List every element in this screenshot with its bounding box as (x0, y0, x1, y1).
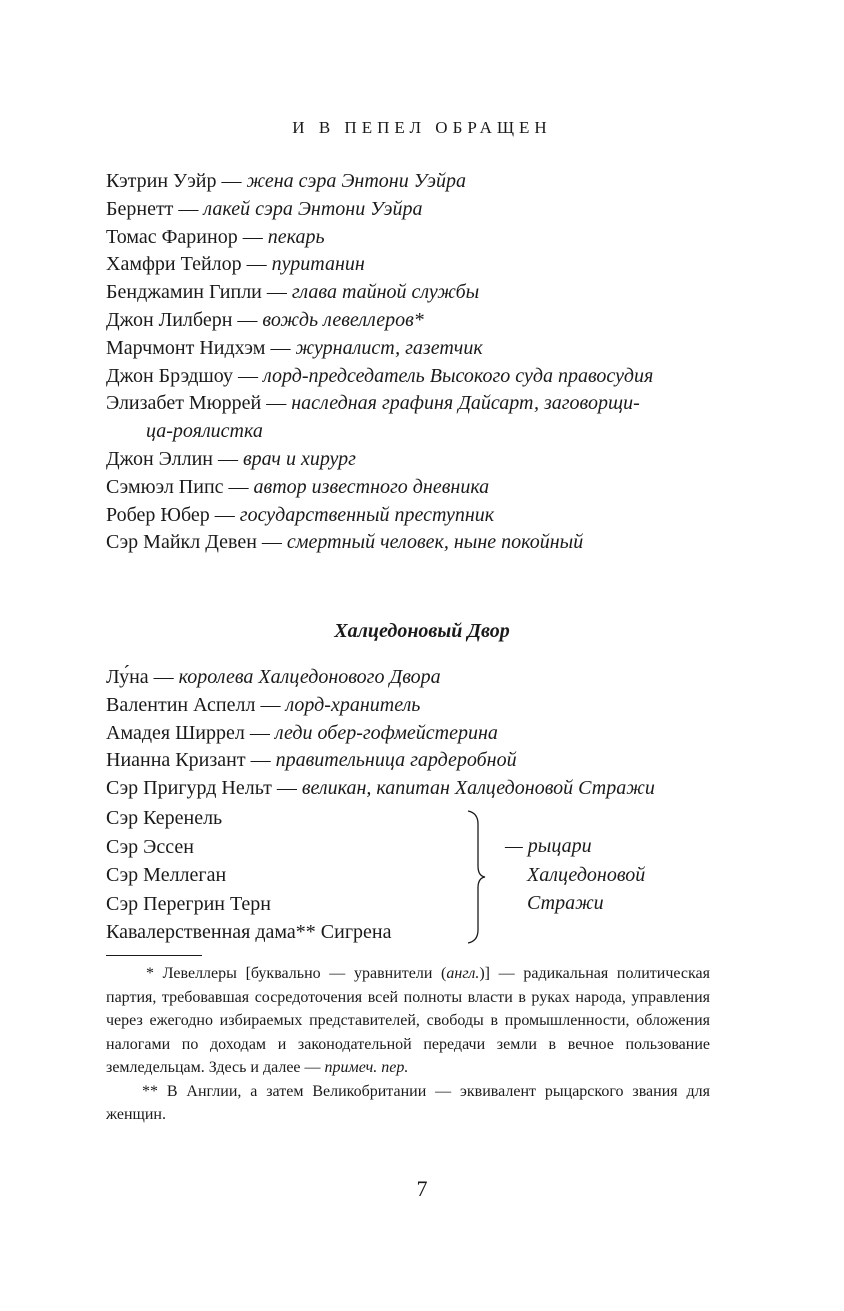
court-description: правительница гардеробной (275, 749, 517, 772)
character-list (106, 168, 726, 557)
court-name: Валентин Аспелл (106, 693, 256, 716)
character-entry: Элизабет Мюррей — наследная графиня Дайсарт, заговорщи- (106, 392, 640, 415)
character-name: Джон Лилберн (106, 308, 233, 331)
character-description: смертный человек, ныне покойный (286, 531, 584, 554)
court-description: лорд-хранитель (285, 693, 421, 716)
knight-name: Сэр Перегрин Терн (106, 892, 272, 915)
character-name: Бернетт (106, 197, 174, 220)
character-entry: Джон Брэдшоу — лорд-председатель Высокого суда правосудия (106, 364, 654, 387)
running-head: И В ПЕПЕЛ ОБРАЩЕН (292, 118, 552, 137)
character-entry: Бернетт — лакей сэра Энтони Уэйра (106, 197, 423, 220)
character-entry: Хамфри Тейлор — пуританин (106, 253, 365, 276)
character-entry: Бенджамин Гипли — глава тайной службы (106, 281, 480, 304)
character-description: наследная графиня Дайсарт, заговорщи- (291, 392, 640, 415)
character-description: лакей сэра Энтони Уэйра (203, 197, 423, 220)
character-entry: Томас Фаринор — пекарь (106, 225, 325, 248)
court-entry: Нианна Кризант — правительница гардеробной (106, 749, 517, 772)
character-entry-continuation (106, 418, 726, 446)
character-entry: Робер Юбер — государственный преступник (106, 503, 495, 526)
character-entry: Марчмонт Нидхэм — журналист, газетчик (106, 336, 483, 359)
character-description: автор известного дневника (253, 475, 490, 498)
footnote-2: ** В Англии, а затем Великобритании — эквивалент рыцарского звания для женщин. (106, 1082, 710, 1123)
character-entry: Сэмюэл Пипс — автор известного дневника (106, 475, 490, 498)
character-description: врач и хирург (242, 447, 356, 470)
character-description: государственный преступник (239, 503, 495, 526)
character-entry: Джон Лилберн — вождь левеллеров* (106, 308, 424, 331)
character-name: Сэмюэл Пипс (106, 475, 224, 498)
court-description: королева Халцедонового Двора (178, 666, 441, 688)
section-title: Халцедоновый Двор (334, 620, 510, 642)
character-name: Томас Фаринор (106, 225, 238, 248)
character-name: Марчмонт Нидхэм (106, 336, 266, 359)
character-description: журналист, газетчик (295, 336, 483, 359)
court-description: леди обер-гофмейстерина (274, 721, 498, 744)
character-name: Хамфри Тейлор (106, 253, 242, 276)
curly-brace-icon (464, 810, 486, 944)
character-name: Джон Эллин (106, 447, 213, 470)
footnote-1: * Левеллеры [буквально — уравнители (англ.)] — радикальная политическая партия, требовавшая сосредоточения всей полноты власти в руках народа, управления через ежегодно избираемых представителей, свободы в промышленности, обложения налогами по доходам и законодательной передачи земли в вечное пользование земледельцам. Здесь и далее — примеч. пер. (106, 965, 710, 1076)
knights-desc-line: Стражи (527, 892, 604, 914)
court-name: Сэр Пригурд Нельт (106, 777, 272, 800)
character-description: жена сэра Энтони Уэйра (246, 170, 466, 192)
character-description: ца-роялистка (146, 420, 263, 443)
character-entry: Кэтрин Уэйр — жена сэра Энтони Уэйра (106, 170, 466, 192)
character-name: Элизабет Мюррей (106, 392, 262, 415)
knights-desc-line: Халцедоновой (527, 863, 646, 886)
character-description: пекарь (267, 225, 325, 248)
character-description: глава тайной службы (291, 281, 480, 304)
character-description: вождь левеллеров* (262, 308, 424, 331)
court-entry: Валентин Аспелл — лорд-хранитель (106, 693, 421, 716)
court-description: великан, капитан Халцедоновой Стражи (301, 777, 655, 800)
knights-names (106, 804, 392, 947)
character-name: Сэр Майкл Девен (106, 531, 257, 554)
knight-name: Сэр Керенель (106, 807, 223, 829)
character-name: Кэтрин Уэйр (106, 170, 217, 192)
court-name: Лу́на (106, 666, 149, 688)
court-entry: Сэр Пригурд Нельт — великан, капитан Халцедоновой Стражи (106, 777, 655, 800)
court-name: Амадея Ширрел (106, 721, 245, 744)
court-entry: Лу́на — королева Халцедонового Двора (106, 666, 441, 688)
court-entry: Амадея Ширрел — леди обер-гофмейстерина (106, 721, 498, 744)
knights-desc-line: — рыцари (505, 835, 592, 857)
court-name: Нианна Кризант (106, 749, 246, 772)
footnote-rule (106, 955, 202, 956)
knights-description (505, 832, 645, 918)
knight-name: Сэр Меллеган (106, 864, 227, 886)
knight-name: Кавалерственная дама** Сигрена (106, 921, 392, 943)
character-description: пуританин (271, 253, 365, 276)
knight-name: Сэр Эссен (106, 835, 194, 858)
character-description: лорд-председатель Высокого суда правосудия (263, 364, 654, 387)
court-list (106, 664, 726, 803)
character-entry: Сэр Майкл Девен — смертный человек, ныне покойный (106, 531, 584, 554)
character-name: Робер Юбер (106, 503, 210, 526)
footnotes (106, 962, 710, 1127)
character-entry: Джон Эллин — врач и хирург (106, 447, 356, 470)
character-name: Джон Брэдшоу (106, 364, 234, 387)
character-name: Бенджамин Гипли (106, 281, 262, 304)
page-number: 7 (416, 1176, 428, 1201)
